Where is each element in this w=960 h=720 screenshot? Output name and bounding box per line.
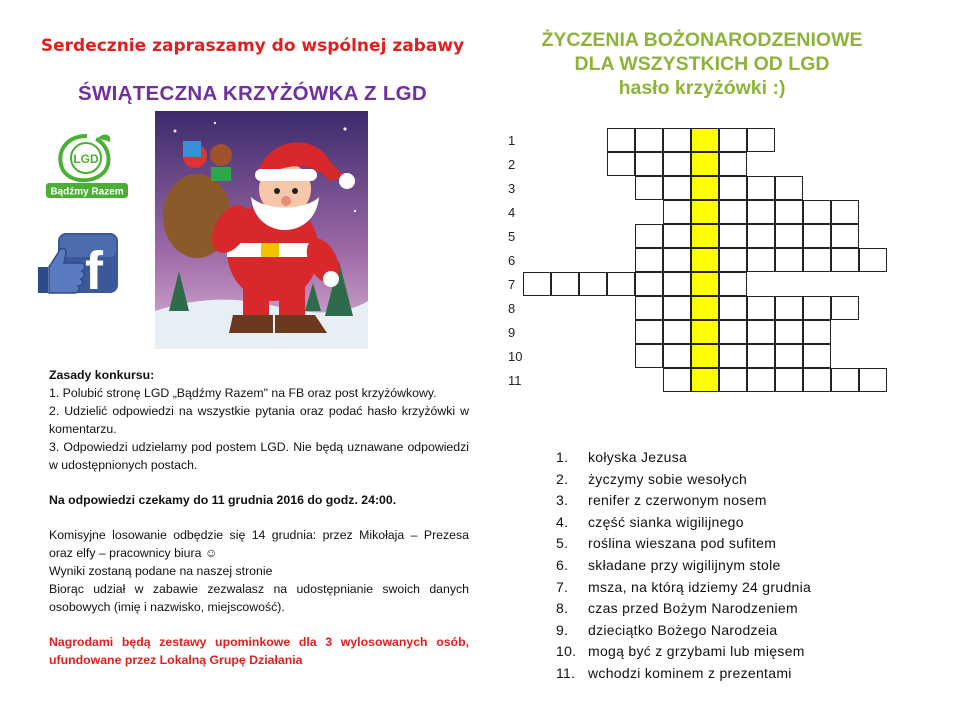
crossword-cell[interactable] — [635, 248, 663, 272]
question-item — [556, 490, 916, 512]
crossword-cell[interactable] — [719, 224, 747, 248]
question-number: 1. — [556, 449, 569, 465]
consent-text: Biorąc udział w zabawie zezwalasz na udostępnianie swoich danych osobowych (imię i nazwisko, miejscowość). — [49, 582, 469, 614]
crossword-row-number: 3 — [508, 181, 516, 196]
crossword-cell[interactable] — [663, 152, 691, 176]
crossword-cell[interactable] — [775, 344, 803, 368]
crossword-cell[interactable] — [831, 200, 859, 224]
question-item — [556, 641, 916, 663]
crossword-cell[interactable] — [747, 368, 775, 392]
crossword-cell[interactable] — [747, 344, 775, 368]
crossword-key-cell[interactable] — [691, 320, 719, 344]
question-text: część sianka wigilijnego — [588, 513, 744, 530]
crossword-cell[interactable] — [803, 296, 831, 320]
crossword-cell[interactable] — [663, 296, 691, 320]
deadline-text: Na odpowiedzi czekamy do 11 grudnia 2016 do godz. 24:00. — [49, 493, 397, 507]
crossword-cell[interactable] — [635, 224, 663, 248]
crossword-row-number: 11 — [508, 373, 522, 388]
crossword-cell[interactable] — [747, 248, 775, 272]
question-text: kołyska Jezusa — [588, 449, 688, 465]
wishes-heading — [480, 28, 924, 100]
lgd-logo — [46, 130, 128, 200]
facebook-letter: f — [85, 241, 103, 295]
crossword-cell[interactable] — [607, 152, 635, 176]
crossword-cell[interactable] — [719, 200, 747, 224]
question-text: msza, na którą idziemy 24 grudnia — [588, 578, 812, 595]
crossword-cell[interactable] — [775, 368, 803, 392]
crossword-cell[interactable] — [663, 128, 691, 152]
question-number: 10. — [556, 643, 577, 660]
crossword-cell[interactable] — [635, 272, 663, 296]
crossword-cell[interactable] — [523, 272, 551, 296]
crossword-cell[interactable] — [719, 368, 747, 392]
question-number: 4. — [556, 513, 569, 530]
crossword-cell[interactable] — [663, 320, 691, 344]
crossword-cell[interactable] — [775, 248, 803, 272]
crossword-row-number: 5 — [508, 229, 516, 244]
crossword-cell[interactable] — [775, 200, 803, 224]
crossword-key-cell[interactable] — [691, 224, 719, 248]
question-item — [556, 577, 916, 599]
crossword-cell[interactable] — [635, 128, 663, 152]
question-item — [556, 447, 916, 469]
invite-heading: Serdecznie zapraszamy do wspólnej zabawy — [40, 36, 465, 56]
question-number: 3. — [556, 492, 569, 509]
facebook-like-icon[interactable] — [36, 233, 120, 295]
crossword-cell[interactable] — [747, 224, 775, 248]
crossword-cell[interactable] — [719, 320, 747, 344]
crossword-cell[interactable] — [719, 128, 747, 152]
crossword-cell[interactable] — [775, 296, 803, 320]
crossword-cell[interactable] — [775, 176, 803, 200]
crossword-cell[interactable] — [747, 200, 775, 224]
crossword-cell[interactable] — [635, 320, 663, 344]
question-number: 5. — [556, 535, 569, 552]
crossword-key-cell[interactable] — [691, 248, 719, 272]
wishes-line-3: hasło krzyżówki :) — [618, 77, 786, 99]
question-item — [556, 469, 916, 491]
crossword-cell[interactable] — [719, 344, 747, 368]
question-text: mogą być z grzybami lub mięsem — [588, 643, 805, 660]
question-number: 2. — [556, 470, 569, 487]
crossword-cell[interactable] — [719, 152, 747, 176]
crossword-cell[interactable] — [831, 368, 859, 392]
crossword-key-cell[interactable] — [691, 128, 719, 152]
crossword-key-cell[interactable] — [691, 176, 719, 200]
crossword-cell[interactable] — [663, 200, 691, 224]
crossword-cell[interactable] — [831, 224, 859, 248]
crossword-cell[interactable] — [831, 248, 859, 272]
question-item — [556, 620, 916, 642]
question-text: składane przy wigilijnym stole — [588, 556, 781, 573]
crossword-row-number: 8 — [508, 301, 516, 316]
crossword-cell[interactable] — [803, 344, 831, 368]
crossword-cell[interactable] — [747, 176, 775, 200]
crossword-cell[interactable] — [747, 128, 775, 152]
crossword-cell[interactable] — [663, 344, 691, 368]
rule-1: 1. Polubić stronę LGD „Bądźmy Razem" na FB oraz post krzyżówkowy. — [49, 386, 437, 400]
crossword-key-cell[interactable] — [691, 200, 719, 224]
question-item — [556, 598, 916, 620]
question-text: dzieciątko Bożego Narodzeia — [588, 621, 778, 638]
question-number: 8. — [556, 600, 569, 617]
question-number: 7. — [556, 578, 569, 595]
prizes-text: Nagrodami będą zestawy upominkowe dla 3 wylosowanych osób, ufundowane przez Lokalną Grupę Działania — [49, 635, 469, 667]
wishes-line-2: DLA WSZYSTKICH OD LGD — [574, 53, 830, 75]
crossword-row-number: 10 — [508, 349, 523, 364]
question-item — [556, 512, 916, 534]
crossword-key-cell[interactable] — [691, 296, 719, 320]
crossword-cell[interactable] — [635, 344, 663, 368]
rule-3: 3. Odpowiedzi udzielamy pod postem LGD. Nie będą uznawane odpowiedzi w udostępnionych postach. — [49, 440, 469, 472]
crossword-questions — [556, 447, 916, 685]
crossword-key-cell[interactable] — [691, 368, 719, 392]
crossword-cell[interactable] — [859, 368, 887, 392]
question-text: roślina wieszana pod sufitem — [588, 535, 777, 552]
crossword-row-number: 6 — [508, 253, 516, 268]
question-text: renifer z czerwonym nosem — [588, 492, 767, 509]
crossword-row-number: 7 — [508, 277, 516, 292]
crossword-cell[interactable] — [579, 272, 607, 296]
crossword-key-cell[interactable] — [691, 344, 719, 368]
crossword-key-cell[interactable] — [691, 152, 719, 176]
question-item — [556, 663, 916, 685]
contest-rules — [49, 366, 469, 669]
crossword-cell[interactable] — [803, 224, 831, 248]
crossword-cell[interactable] — [663, 176, 691, 200]
question-number: 6. — [556, 556, 569, 573]
crossword-cell[interactable] — [635, 296, 663, 320]
question-number: 11. — [556, 664, 576, 681]
crossword-row-number: 9 — [508, 325, 516, 340]
crossword-cell[interactable] — [551, 272, 579, 296]
draw-text: Komisyjne losowanie odbędzie się 14 grudnia: przez Mikołaja – Prezesa oraz elfy – pracownicy biura ☺ — [49, 528, 469, 560]
crossword-cell[interactable] — [719, 248, 747, 272]
question-item — [556, 533, 916, 555]
crossword-cell[interactable] — [803, 200, 831, 224]
crossword-row-number: 4 — [508, 205, 516, 220]
crossword-key-cell[interactable] — [691, 272, 719, 296]
logo-text: LGD — [73, 152, 99, 166]
crossword-row-number: 2 — [508, 157, 516, 172]
crossword-cell[interactable] — [635, 176, 663, 200]
crossword-cell[interactable] — [747, 296, 775, 320]
santa-claus-illustration — [155, 111, 368, 349]
rule-2: 2. Udzielić odpowiedzi na wszystkie pytania oraz podać hasło krzyżówki w komentarzu. — [49, 404, 469, 436]
crossword-cell[interactable] — [635, 152, 663, 176]
results-text: Wyniki zostaną podane na naszej stronie — [49, 564, 273, 578]
wishes-line-1: ŻYCZENIA BOŻONARODZENIOWE — [541, 29, 863, 51]
crossword-cell[interactable] — [719, 296, 747, 320]
crossword-cell[interactable] — [719, 272, 747, 296]
crossword-cell[interactable] — [607, 272, 635, 296]
crossword-cell[interactable] — [859, 248, 887, 272]
logo-caption: Bądźmy Razem — [50, 186, 124, 198]
crossword-cell[interactable] — [663, 272, 691, 296]
crossword-cell[interactable] — [607, 128, 635, 152]
crossword-cell[interactable] — [803, 320, 831, 344]
crossword-cell[interactable] — [719, 176, 747, 200]
question-text: wchodzi kominem z prezentami — [588, 664, 792, 681]
crossword-cell[interactable] — [663, 248, 691, 272]
crossword-row-number: 1 — [508, 133, 516, 148]
rules-heading: Zasady konkursu: — [49, 368, 155, 382]
crossword-cell[interactable] — [775, 320, 803, 344]
question-item — [556, 555, 916, 577]
question-text: czas przed Bożym Narodzeniem — [588, 600, 798, 617]
crossword-cell[interactable] — [831, 296, 859, 320]
crossword-cell[interactable] — [803, 368, 831, 392]
crossword-cell[interactable] — [663, 224, 691, 248]
crossword-grid — [498, 128, 890, 398]
crossword-cell[interactable] — [747, 320, 775, 344]
crossword-title: ŚWIĄTECZNA KRZYŻÓWKA Z LGD — [77, 82, 428, 105]
question-text: życzymy sobie wesołych — [588, 470, 748, 487]
question-number: 9. — [556, 621, 569, 638]
crossword-cell[interactable] — [663, 368, 691, 392]
crossword-cell[interactable] — [775, 224, 803, 248]
crossword-cell[interactable] — [803, 248, 831, 272]
